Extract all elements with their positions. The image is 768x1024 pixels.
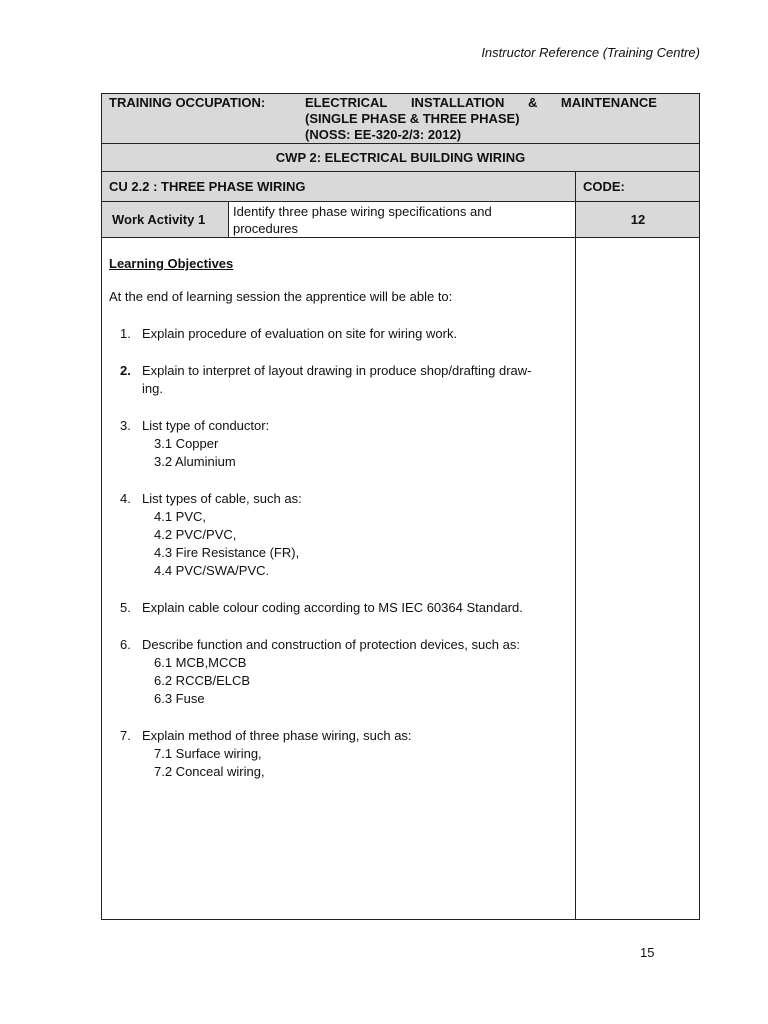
occupation-line1 (305, 95, 657, 111)
header-note: Instructor Reference (Training Centre) (481, 45, 700, 60)
objective-text: List types of cable, such as: (142, 491, 302, 506)
objective-item (109, 490, 569, 580)
cu-row (102, 172, 699, 202)
occupation-word: MAINTENANCE (560, 95, 657, 110)
work-activity-row (102, 202, 699, 238)
objective-subitem: 6.1 MCB,MCCB (154, 655, 247, 670)
objective-subitem: 7.1 Surface wiring, (154, 746, 262, 761)
objective-item (109, 636, 569, 708)
occupation-word: ELECTRICAL (305, 95, 388, 110)
objective-number: 2. (120, 363, 131, 378)
page-number: 15 (640, 945, 655, 960)
work-activity-label: Work Activity 1 (112, 212, 206, 227)
occupation-row (102, 94, 699, 144)
objective-subitem: 4.4 PVC/SWA/PVC. (154, 563, 270, 578)
objective-text: Explain method of three phase wiring, such as: (142, 728, 412, 743)
work-activity-hours: 12 (630, 212, 646, 227)
objective-subitem: 4.2 PVC/PVC, (154, 527, 237, 542)
description-line: procedures (233, 221, 299, 236)
objective-number: 1. (120, 326, 131, 341)
objective-item (109, 599, 569, 617)
objective-item (109, 417, 569, 471)
occupation-word: INSTALLATION (410, 95, 505, 110)
work-activity-description (233, 203, 573, 237)
learning-objectives-area (102, 238, 699, 919)
objective-subitem: 3.1 Copper (154, 436, 219, 451)
objective-item (109, 727, 569, 781)
objective-subitem: 3.2 Aluminium (154, 454, 236, 469)
objective-text: Explain to interpret of layout drawing in produce shop/drafting draw- (142, 363, 532, 378)
occupation-line3: (NOSS: EE-320-2/3: 2012) (305, 127, 462, 142)
objective-subitem: 4.1 PVC, (154, 509, 207, 524)
occupation-label: TRAINING OCCUPATION: (109, 95, 266, 110)
objective-number: 4. (120, 491, 131, 506)
column-divider (575, 238, 576, 919)
learning-objectives-title: Learning Objectives (109, 256, 234, 271)
objective-subitem: 7.2 Conceal wiring, (154, 764, 265, 779)
occupation-line2: (SINGLE PHASE & THREE PHASE) (305, 111, 520, 126)
objective-number: 6. (120, 637, 131, 652)
objective-item (109, 362, 569, 398)
objective-text: Describe function and construction of protection devices, such as: (142, 637, 520, 652)
objective-text: ing. (142, 381, 163, 396)
objective-number: 7. (120, 728, 131, 743)
learning-objectives-content (109, 255, 569, 781)
description-line: Identify three phase wiring specifications and (233, 204, 492, 219)
cwp-row: CWP 2: ELECTRICAL BUILDING WIRING (102, 144, 699, 172)
column-divider (228, 202, 229, 237)
learning-intro: At the end of learning session the apprentice will be able to: (109, 289, 453, 304)
objective-number: 3. (120, 418, 131, 433)
objective-text: Explain procedure of evaluation on site for wiring work. (142, 326, 458, 341)
cu-code-label: CODE: (583, 179, 625, 194)
objective-text: List type of conductor: (142, 418, 270, 433)
objective-number: 5. (120, 600, 131, 615)
objective-subitem: 4.3 Fire Resistance (FR), (154, 545, 300, 560)
cu-title: CU 2.2 : THREE PHASE WIRING (109, 179, 306, 194)
occupation-word: & (527, 95, 538, 110)
curriculum-table (101, 93, 700, 920)
occupation-text (305, 95, 657, 143)
column-divider (575, 172, 576, 201)
objective-subitem: 6.2 RCCB/ELCB (154, 673, 251, 688)
objective-text: Explain cable colour coding according to MS IEC 60364 Standard. (142, 600, 523, 615)
objective-subitem: 6.3 Fuse (154, 691, 205, 706)
objective-item (109, 325, 569, 343)
